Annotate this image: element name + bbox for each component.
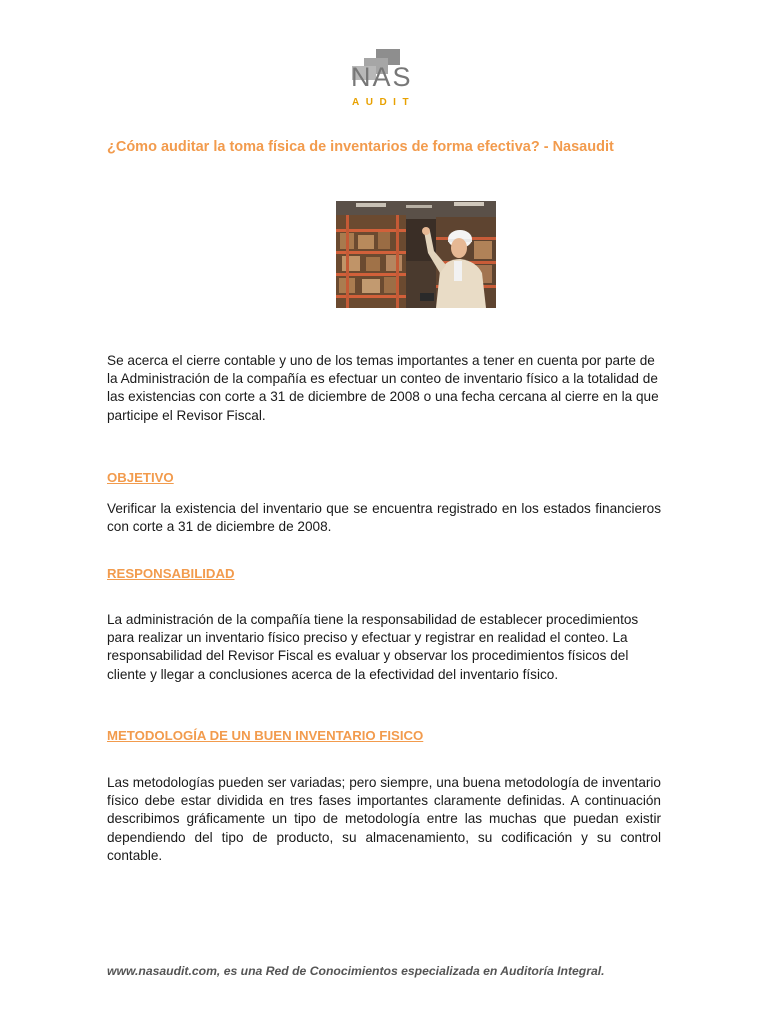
section-body-metodologia: Las metodologías pueden ser variadas; pero siempre, una buena metodología de inventario físico debe estar dividida en tres fases importantes claramente definidas. A continuación describimos gráficamente un tipo de metodología entre las muchas que puedan existir dependiendo del tipo de producto, su almacenamiento, su codificación y su control contable.	[107, 775, 661, 863]
section-heading-responsabilidad: RESPONSABILIDAD	[107, 566, 235, 581]
intro-paragraph: Se acerca el cierre contable y uno de los temas importantes a tener en cuenta por parte de la Administración de la compañía es efectuar un conteo de inventario físico a la totalidad de las existencias con corte a 31 de diciembre de 2008 o una fecha cercana al cierre en la que participe el Revisor Fiscal.	[107, 353, 659, 423]
section-body-responsabilidad: La administración de la compañía tiene la responsabilidad de establecer procedimientos para realizar un inventario físico preciso y efectuar y registrar en realidad el conteo. La responsabilidad del Revisor Fiscal es evaluar y observar los procedimientos físicos del cliente y llegar a conclusiones acerca de la efectividad del inventario físico.	[107, 612, 639, 682]
section-body-objetivo: Verificar la existencia del inventario que se encuentra registrado en los estados financieros con corte a 31 de diciembre de 2008.	[107, 501, 661, 535]
warehouse-photo	[336, 201, 496, 308]
section-heading-metodologia: METODOLOGÍA DE UN BUEN INVENTARIO FISICO	[107, 728, 424, 743]
logo-sub: AUDIT	[352, 97, 416, 108]
page-title: ¿Cómo auditar la toma física de inventarios de forma efectiva? - Nasaudit	[107, 139, 614, 155]
logo-name: NAS	[351, 62, 413, 92]
section-heading-objetivo: OBJETIVO	[107, 470, 174, 485]
nas-audit-logo	[348, 46, 420, 112]
page-footer: www.nasaudit.com, es una Red de Conocimientos especializada en Auditoría Integral.	[107, 964, 605, 978]
